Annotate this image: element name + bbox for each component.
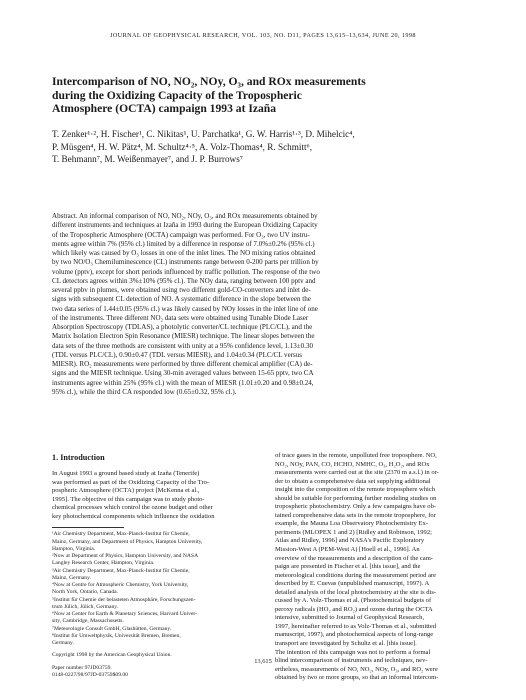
author-list [52, 128, 492, 166]
abstract-line: MIESR). RO₂ measurements were performed by three different chemical amplifier (CA) de- [52, 360, 313, 368]
right-column [275, 452, 485, 683]
affiliation-footnotes [52, 531, 257, 647]
footnote-line: ¹Air Chemistry Department, Max-Planck-Institut für Chemie, [52, 531, 190, 538]
abstract-line: 95% cl.), while the third CA responded low (0.65±0.32, 95% cl.). [52, 387, 237, 396]
abstract-line: instruments agree within 25% (95% cl.) with the mean of MIESR (1.01±0.20 and 0.98±0.24, [52, 378, 314, 387]
paper-code: 0148-0227/98/97JD-03759$09.00 [52, 671, 128, 678]
body-line: blind intercomparison of instruments and techniques, nev- [275, 657, 428, 665]
body-line: overview of the measurements and a description of the cam- [275, 554, 433, 562]
abstract-line: data sets of the three methods are consistent with unity at a 95% confidence level, 1.13±0.30 [52, 341, 314, 350]
abstract-line: (TDL versus PLC/CL), 0.90±0.47 (TDL versus MIESR), and 1.04±0.34 (PLC/CL versus [52, 350, 303, 359]
body-line: cussed by A. Volz-Thomas et al. (Photochemical budgets of [275, 597, 432, 605]
body-line: manuscript, 1997), and photochemical aspects of long-range [275, 631, 434, 639]
left-column [52, 452, 257, 679]
author-line: P. Müsgen⁴, H. W. Pätz⁴, M. Schultz⁴·⁵, A. Volz-Thomas⁴, R. Schmitt⁶, [52, 141, 313, 152]
footnote-divider [52, 527, 124, 528]
body-line: In August 1993 a ground based study at Izaña (Tenerife) [52, 470, 200, 477]
body-line: should be suitable for performing further modeling studies on [275, 494, 437, 502]
abstract-line: volume (pptv), except for short periods influenced by traffic pollution. The response of the two [52, 267, 320, 276]
body-line: ertheless, measurements of NO, NO₂, NOy, O₃, and RO₂ were [275, 665, 438, 673]
body-line: tained comprehensive data sets in the remote troposphere, for [275, 511, 436, 519]
body-line: paign are presented in Fischer et al. [this issue], and the [275, 563, 421, 571]
abstract-line: several ppbv in plumes, were obtained using two different gold-CO-converters and inlet de- [52, 286, 311, 294]
body-line: 1995]. The objective of this campaign was to study photo- [52, 495, 205, 503]
body-line: key photochemical components which influence the oxidation [52, 512, 215, 520]
abstract-line: Matrix Isolation Electron Spin Resonance (MIESR) technique. The linear slopes between the [52, 332, 315, 341]
footnote-line: sity, Cambridge, Massachusetts. [52, 618, 124, 625]
article-title [52, 75, 492, 116]
body-line: der to obtain a comprehensive data set supplying additional [275, 477, 431, 485]
abstract-line: two data series of 1.44±0.05 (95% cl.) was likely caused by NOy losses in the inlet line of one [52, 304, 318, 313]
body-line: pospheric Atmosphere (OCTA) project [McKenna et al., [52, 487, 200, 495]
page-number: 13,615 [254, 658, 272, 665]
author-line: T. Zenker¹·², H. Fischer¹, C. Nikitas¹, U. Parchatka¹, G. W. Harris¹·³, D. Mihelcic⁴, [52, 129, 355, 139]
body-line: peroxy radicals (HO₂ and RO₂) and ozone during the OCTA [275, 605, 433, 613]
abstract-line: which likely was caused by O₃ losses in one of the inlet lines. The NO mixing ratios obtained [52, 249, 316, 257]
body-line: chemical processes which control the ozone budget and other [52, 504, 213, 512]
body-line: Atlas and Ridley, 1996] and NASA's Pacific Exploratory [275, 537, 425, 545]
abstract-line: different instruments and techniques at Izaña in 1993 during the European Oxidizing Capacity [52, 221, 318, 230]
journal-header: JOURNAL OF GEOPHYSICAL RESEARCH, VOL. 103, NO. D11, PAGES 13,615–13,634, JUNE 20, 1998 [110, 32, 416, 39]
title-line: during the Oxidizing Capacity of the Tropospheric [52, 88, 302, 102]
body-line: intensive, submitted to Journal of Geophysical Research, [275, 614, 425, 622]
abstract-line: by two NO/O₃ Chemiluminescence (CL) instruments range between 0-200 parts per trillion by [52, 258, 319, 267]
abstract-line: of the Tropospheric Atmosphere (OCTA) campaign was performed. For O₃, two UV instru- [52, 230, 310, 239]
footnote-line: North York, Ontario, Canada. [52, 589, 119, 596]
footnote-line: trum Jülich, Jülich, Germany. [52, 603, 119, 610]
body-line: NO₂, NOy, PAN, CO, HCHO, NMHC, O₃, H₂O₂, and ROx [275, 460, 430, 468]
copyright-notice: Copyright 1998 by the American Geophysical Union. [52, 652, 172, 659]
footnote-line: Germany. [52, 640, 74, 647]
abstract-line: Abstract. An informal comparison of NO, NO₂, NOy, O₃, and ROx measurements obtained by [52, 212, 318, 220]
body-line: example, the Mauna Loa Observatory Photochemistry Ex- [275, 520, 428, 528]
body-line: of trace gases in the remote, unpolluted free troposphere. NO, [275, 452, 437, 459]
footnote-line: ⁴Now at Centre for Atmospheric Chemistry, York University, [52, 582, 189, 589]
abstract-line: of the instruments. Three different NO₂ data sets were obtained using Tunable Diode Laser [52, 313, 309, 322]
footnote-line: ²Now at Department of Physics, Hampton University, and NASA [52, 553, 199, 560]
body-line: obtained by two or more groups, so that an informal intercom- [275, 674, 439, 682]
title-line: Atmosphere (OCTA) campaign 1993 at Izaña [52, 102, 277, 115]
body-line: meteorological conditions during the measurement period are [275, 571, 437, 579]
title-line: Intercomparison of NO, NO₂, NOy, O₃, and ROx measurements [52, 75, 366, 88]
body-line: was performed as part of the Oxidizing Capacity of the Tro- [52, 478, 210, 486]
body-line: 1997, hereinafter referred to as Volz-Thomas et al., submitted [275, 622, 437, 630]
paper-number: Paper number 97JD03759. [52, 664, 112, 671]
section-heading-introduction: 1. Introduction [52, 453, 105, 462]
abstract-line: ments agree within 7% (95% cl.) limited by a difference in response of 7.0%±0.2% (95% cl.) [52, 239, 315, 248]
footnote-line: ⁶Now at Center for Earth & Planetary Sciences, Harvard Univer- [52, 611, 198, 618]
footnote-line: Langley Research Center, Hampton, Virginia. [52, 560, 155, 567]
abstract-line: CL detectors agrees within 3%±10% (95% cl.). The NOy data, ranging between 100 pptv and [52, 276, 316, 285]
abstract-line: Absorption Spectroscopy (TDLAS), a photolytic converter/CL technique (PLC/CL), and the [52, 323, 313, 331]
body-line: periments (MLOPEX 1 and 2) [Ridley and Robinson, 1992; [275, 528, 432, 536]
footnote-line: ⁷Meteorologie Consult GmbH, Glashütten, Germany. [52, 625, 172, 632]
footnote-line: ⁸Institut für Umweltphysik, Universität Bremen, Bremen, [52, 632, 181, 639]
abstract-line: signs and the MIESR technique. Using 30-min averaged values between 15-65 pptv, two CA [52, 369, 314, 378]
author-line: T. Behmann⁷, M. Weißenmayer⁷, and J. P. Burrows⁷ [52, 154, 243, 164]
body-line: The intention of this campaign was not to perform a formal [275, 648, 431, 656]
body-line: detailed analysis of the local photochemistry at the site is dis- [275, 588, 437, 596]
footnote-line: Hampton, Virginia. [52, 545, 96, 552]
body-line: transport are investigated by Schultz et al. [this issue]. [275, 640, 417, 648]
footnote-line: ⁵Institut für Chemie der belasteten Atmosphäre, Forschungszen- [52, 596, 196, 603]
abstract-line: signs with subsequent CL detection of NO. A systematic difference in the slope between the [52, 295, 311, 304]
footnote-line: ³Air Chemistry Department, Max-Planck-Institut für Chemie, [52, 567, 190, 574]
abstract [52, 212, 482, 397]
body-line: Mission-West A (PEM-West A) [Hoell et al., 1996]. An [275, 546, 420, 554]
footnote-line: Mainz, Germany, and Department of Physics, Hampton University, [52, 538, 203, 545]
footnote-line: Mainz, Germany. [52, 574, 91, 581]
body-line: insight into the composition of the remote troposphere which [275, 486, 436, 494]
body-line: tropospheric photochemistry. Only a few campaigns have ob- [275, 503, 437, 511]
body-line: described by E. Cuevas (unpublished manuscript, 1997). A [275, 580, 430, 588]
body-line: measurements were carried out at the site (2370 m a.s.l.) in or- [275, 469, 439, 477]
